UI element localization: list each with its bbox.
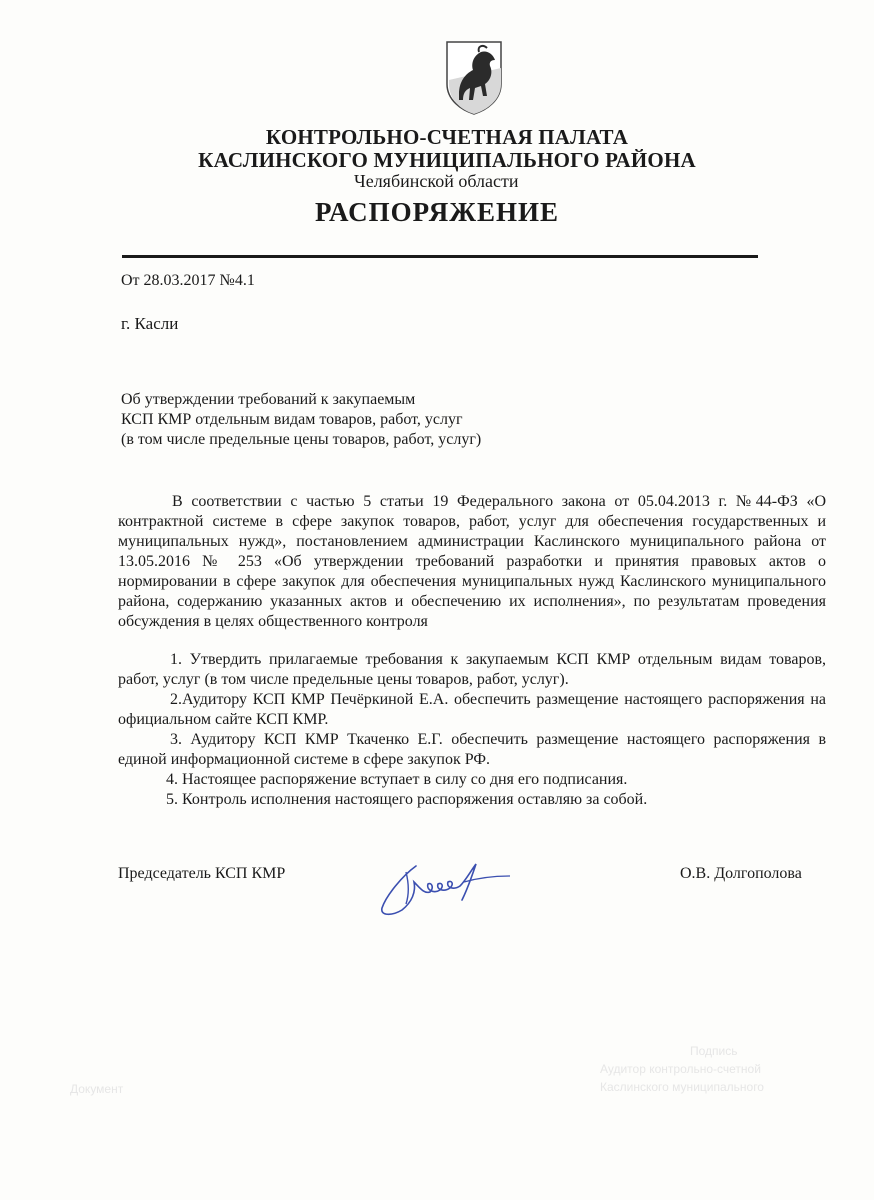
signatory-name: О.В. Долгополова	[680, 865, 802, 882]
organization-name-line2: КАСЛИНСКОГО МУНИЦИПАЛЬНОГО РАЙОНА	[198, 148, 696, 172]
header-divider	[122, 255, 758, 258]
subject-line: (в том числе предельные цены товаров, работ, услуг)	[121, 431, 482, 448]
handwritten-signature	[372, 852, 520, 922]
order-item: 5. Контроль исполнения настоящего распоряжения оставляю за собой.	[166, 791, 648, 808]
signatory-position: Председатель КСП КМР	[118, 865, 286, 882]
order-item: 2.Аудитору КСП КМР Печёркиной Е.А. обеспечить размещение настоящего распоряжения на официальном сайте КСП КМР.	[118, 691, 826, 728]
document-type-title: РАСПОРЯЖЕНИЕ	[314, 197, 560, 227]
order-items	[118, 650, 826, 810]
subject-line: Об утверждении требований к закупаемым	[121, 391, 416, 408]
document-date-number: От 28.03.2017 №4.1	[121, 272, 255, 289]
subject-line: КСП КМР отдельным видам товаров, работ, услуг	[121, 411, 463, 428]
document-subject	[121, 390, 481, 450]
bleed-through-text: Документ	[70, 1082, 124, 1096]
bleed-through-text: Аудитор контрольно-счетной	[600, 1062, 761, 1076]
order-item: 3. Аудитору КСП КМР Ткаченко Е.Г. обеспечить размещение настоящего распоряжения в единой информационной системе в сфере закупок РФ.	[118, 731, 826, 768]
region-name: Челябинской области	[354, 171, 519, 191]
order-item: 4. Настоящее распоряжение вступает в силу со дня его подписания.	[166, 771, 628, 788]
document-city: г. Касли	[121, 314, 179, 333]
bleed-through-text: Каслинского муниципального	[600, 1080, 764, 1094]
bleed-through-text: Подпись	[690, 1044, 738, 1058]
coat-of-arms-horse-icon	[443, 40, 505, 116]
preamble-paragraph: В соответствии с частью 5 статьи 19 Федерального закона от 05.04.2013 г. №44-ФЗ «О контрактной системе в сфере закупок товаров, работ, услуг для обеспечения государственных и муниципальных нужд», постановлением администрации Каслинского муниципального района от 13.05.2016 № 253 «Об утверждении требований разработки и принятия правовых актов о нормировании в сфере закупок для обеспечения муниципальных нужд Каслинского муниципального района, содержанию указанных актов и обеспечению их исполнения», по результатам проведения обсуждения в целях общественного контроля	[118, 493, 826, 630]
order-item: 1. Утвердить прилагаемые требования к закупаемым КСП КМР отдельным видам товаров, работ, услуг (в том числе предельные цены товаров, работ, услуг).	[118, 651, 826, 688]
organization-name-line1: КОНТРОЛЬНО-СЧЕТНАЯ ПАЛАТА	[265, 125, 629, 149]
